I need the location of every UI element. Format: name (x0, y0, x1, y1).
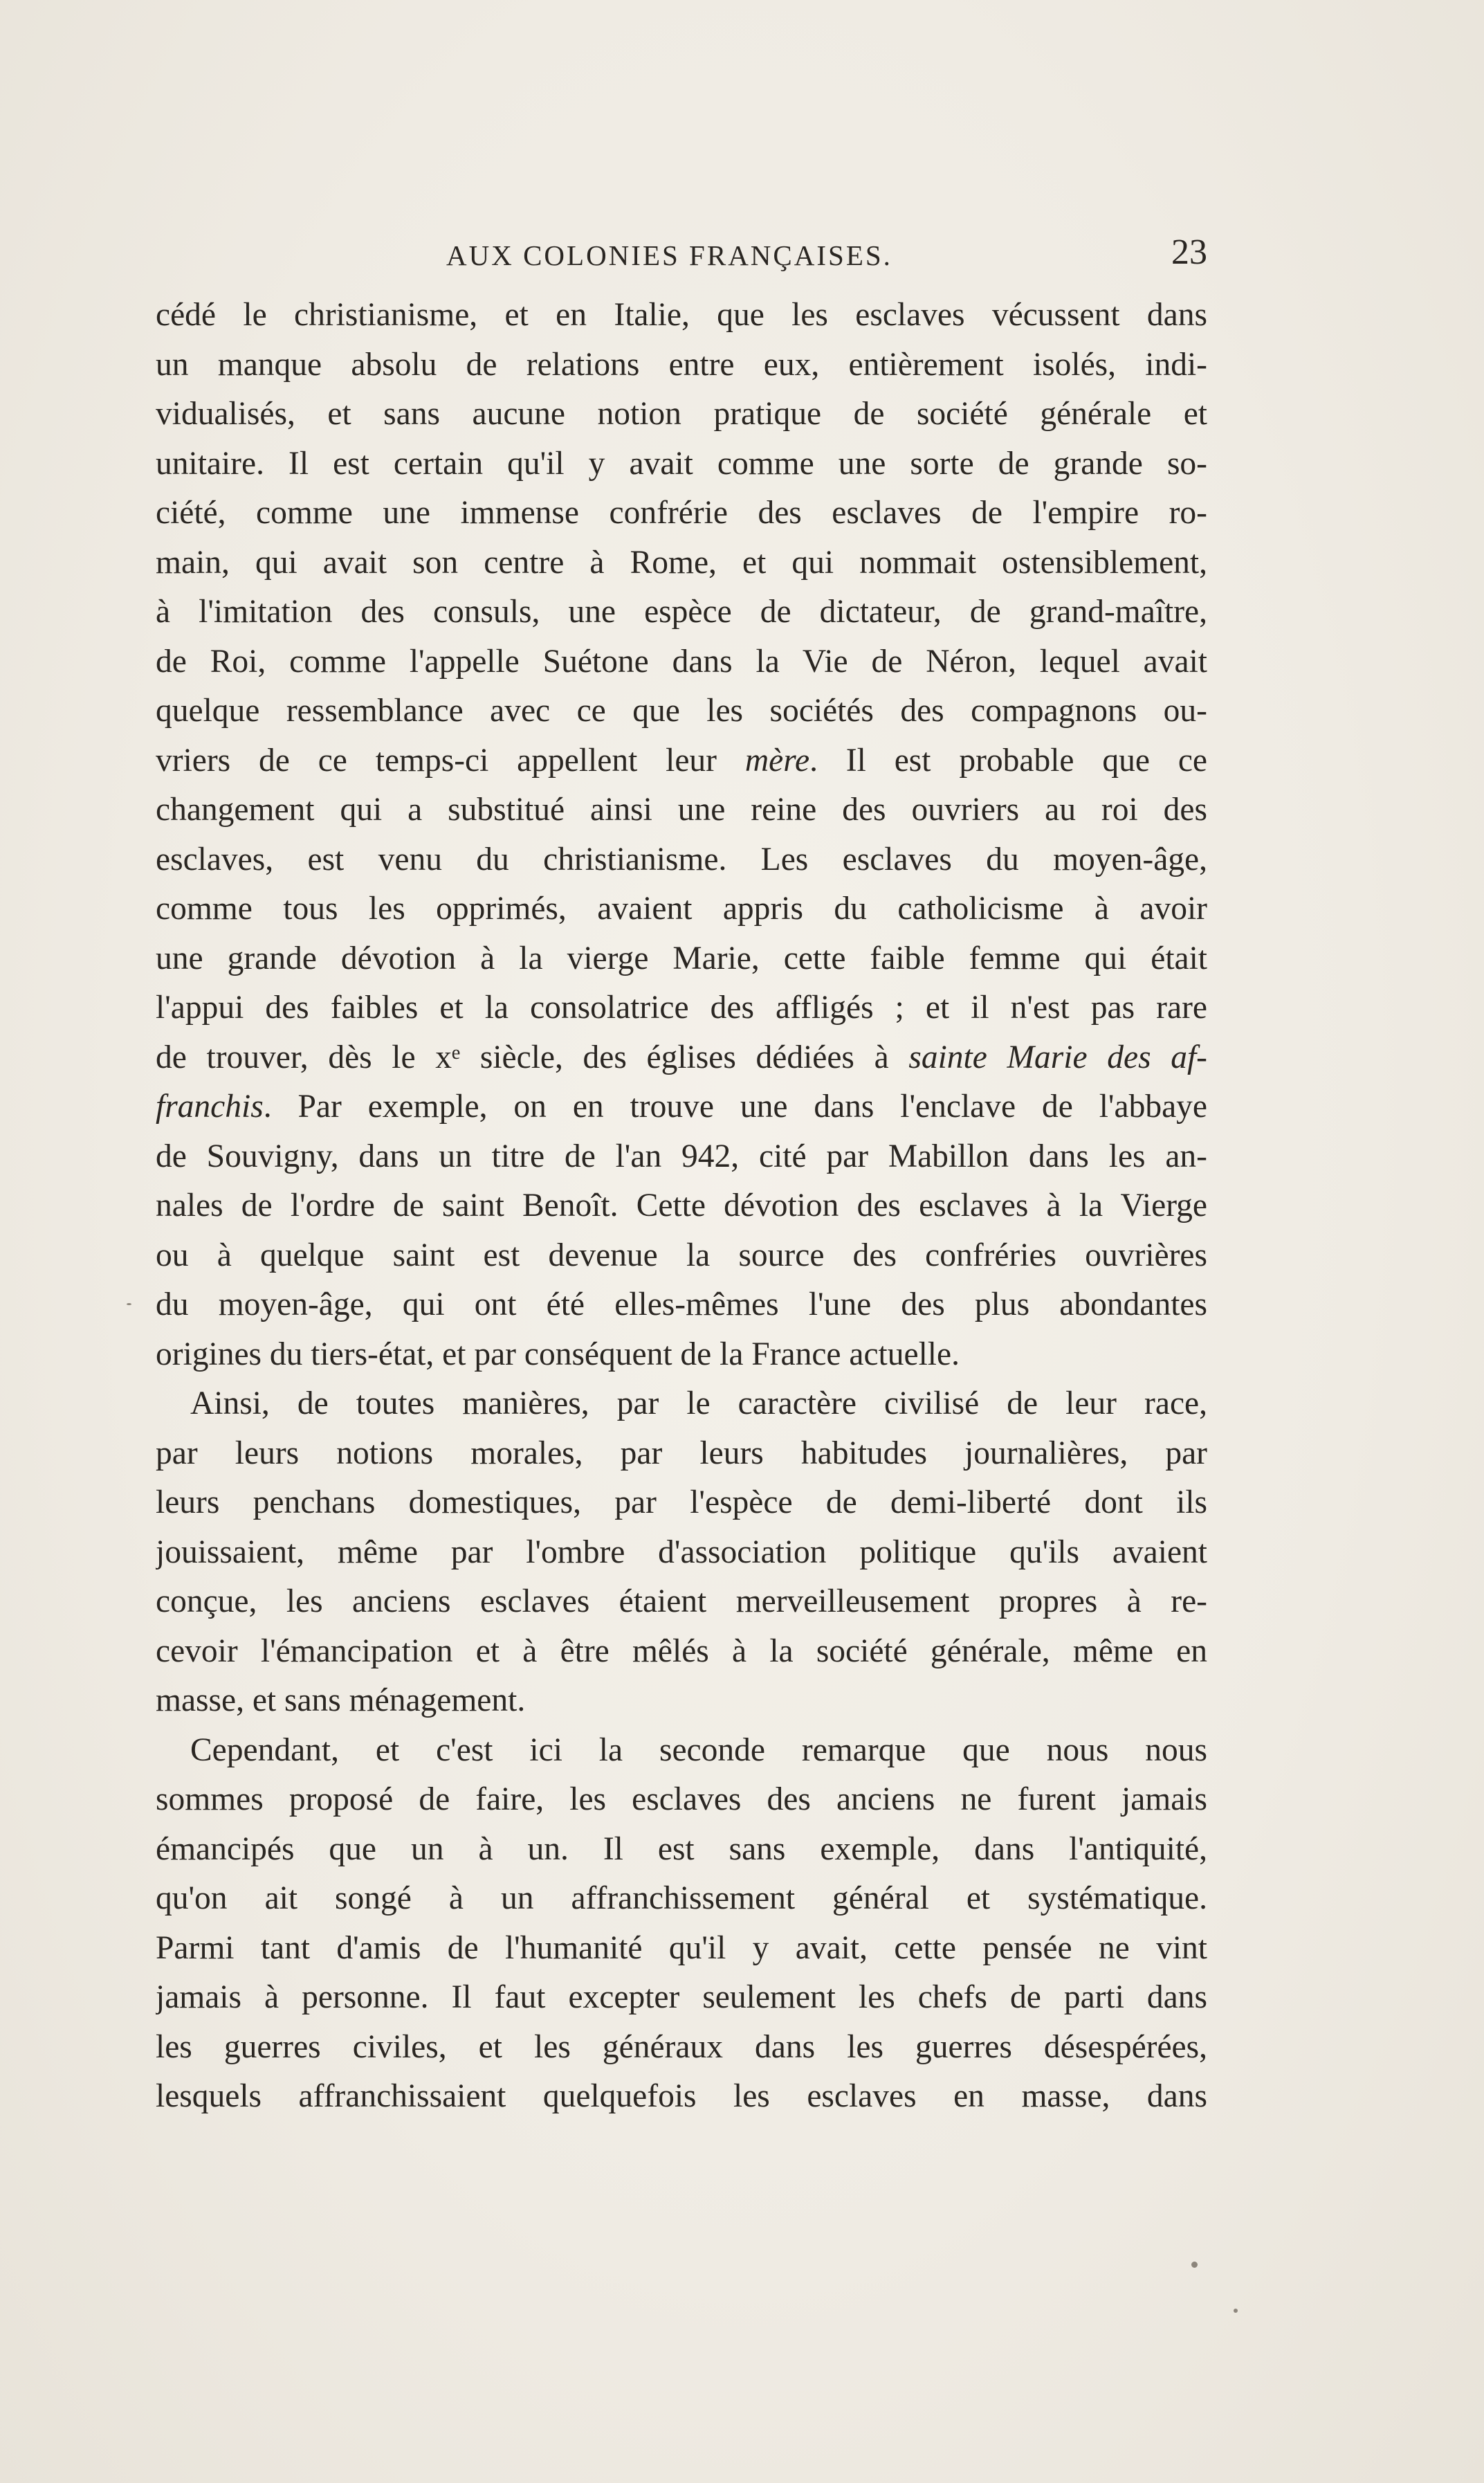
text-line: nales de l'ordre de saint Benoît. Cette dévotion des esclaves à la Vierge (156, 1188, 1207, 1224)
text-line: Cependant, et c'est ici la seconde remarque que nous nous (190, 1731, 1207, 1768)
text-line: l'appui des faibles et la consolatrice des affligés ; et il n'est pas rare (156, 990, 1207, 1026)
text-line: masse, et sans ménagement. (156, 1682, 526, 1718)
text-line: les guerres civiles, et les généraux dans les guerres désespérées, (156, 2028, 1207, 2065)
running-title: AUX COLONIES FRANÇAISES. (446, 239, 892, 271)
text-line: vidualisés, et sans aucune notion pratique de société générale et (156, 396, 1207, 432)
text-line: de Souvigny, dans un titre de l'an 942, cité par Mabillon dans les an- (156, 1138, 1207, 1174)
text-line: lesquels affranchissaient quelquefois les esclaves en masse, dans (156, 2078, 1207, 2114)
text-line: unitaire. Il est certain qu'il y avait comme une sorte de grande so- (156, 445, 1207, 482)
text-line: par leurs notions morales, par leurs habitudes journalières, par (156, 1435, 1207, 1471)
text-segment: de trouver, dès le xᵉ siècle, des églises dédiées à (156, 1039, 909, 1075)
text-line: sommes proposé de faire, les esclaves des anciens ne furent jamais (156, 1781, 1207, 1817)
text-line: ciété, comme une immense confrérie des esclaves de l'empire ro- (156, 495, 1207, 531)
text-line: une grande dévotion à la vierge Marie, cette faible femme qui était (156, 940, 1207, 976)
text-line: origines du tiers-état, et par conséquent de la France actuelle. (156, 1336, 960, 1372)
italic-phrase: sainte Marie des af- (908, 1039, 1207, 1075)
text-line: cevoir l'émancipation et à être mêlés à la société générale, même en (156, 1632, 1207, 1669)
text-line: ou à quelque saint est devenue la source des confréries ouvrières (156, 1237, 1207, 1273)
italic-word: mère (744, 742, 810, 779)
text-line: main, qui avait son centre à Rome, et qui nommait ostensiblement, (156, 544, 1207, 581)
text-line (156, 1033, 1207, 1083)
text-segment: vriers de ce temps-ci appellent leur (156, 742, 745, 779)
text-line: jamais à personne. Il faut excepter seulement les chefs de parti dans (156, 1979, 1207, 2015)
paper-speck (127, 1303, 131, 1305)
text-segment: . Il est probable que ce (809, 742, 1207, 779)
text-line (156, 1082, 1207, 1132)
text-line (156, 736, 1207, 786)
body-text (156, 291, 1207, 2122)
italic-word: franchis (156, 1089, 264, 1125)
paper-speck (1234, 2309, 1238, 2313)
text-line: Ainsi, de toutes manières, par le caractère civilisé de leur race, (190, 1385, 1207, 1421)
page-number: 23 (1171, 233, 1207, 272)
text-segment: . Par exemple, on en trouve une dans l'enclave de l'abbaye (263, 1089, 1207, 1125)
text-line: quelque ressemblance avec ce que les sociétés des compagnons ou- (156, 693, 1207, 729)
text-line: Parmi tant d'amis de l'humanité qu'il y avait, cette pensée ne vint (156, 1929, 1207, 1966)
paper-speck (1191, 2262, 1198, 2268)
text-line: qu'on ait songé à un affranchissement général et systématique. (156, 1880, 1207, 1916)
text-line: conçue, les anciens esclaves étaient merveilleusement propres à re- (156, 1583, 1207, 1619)
text-line: à l'imitation des consuls, une espèce de dictateur, de grand-maître, (156, 594, 1207, 630)
text-line: leurs penchans domestiques, par l'espèce de demi-liberté dont ils (156, 1484, 1207, 1520)
text-line: émancipés que un à un. Il est sans exemple, dans l'antiquité, (156, 1830, 1207, 1867)
text-line: de Roi, comme l'appelle Suétone dans la Vie de Néron, lequel avait (156, 643, 1207, 680)
page-header (156, 232, 1207, 280)
text-line: esclaves, est venu du christianisme. Les esclaves du moyen-âge, (156, 841, 1207, 877)
text-line: un manque absolu de relations entre eux, entièrement isolés, indi- (156, 346, 1207, 383)
text-line: changement qui a substitué ainsi une reine des ouvriers au roi des (156, 792, 1207, 828)
text-line: comme tous les opprimés, avaient appris du catholicisme à avoir (156, 891, 1207, 927)
text-line: jouissaient, même par l'ombre d'association politique qu'ils avaient (156, 1534, 1207, 1570)
text-line: du moyen-âge, qui ont été elles-mêmes l'une des plus abondantes (156, 1286, 1207, 1322)
text-line: cédé le christianisme, et en Italie, que les esclaves vécussent dans (156, 297, 1207, 333)
